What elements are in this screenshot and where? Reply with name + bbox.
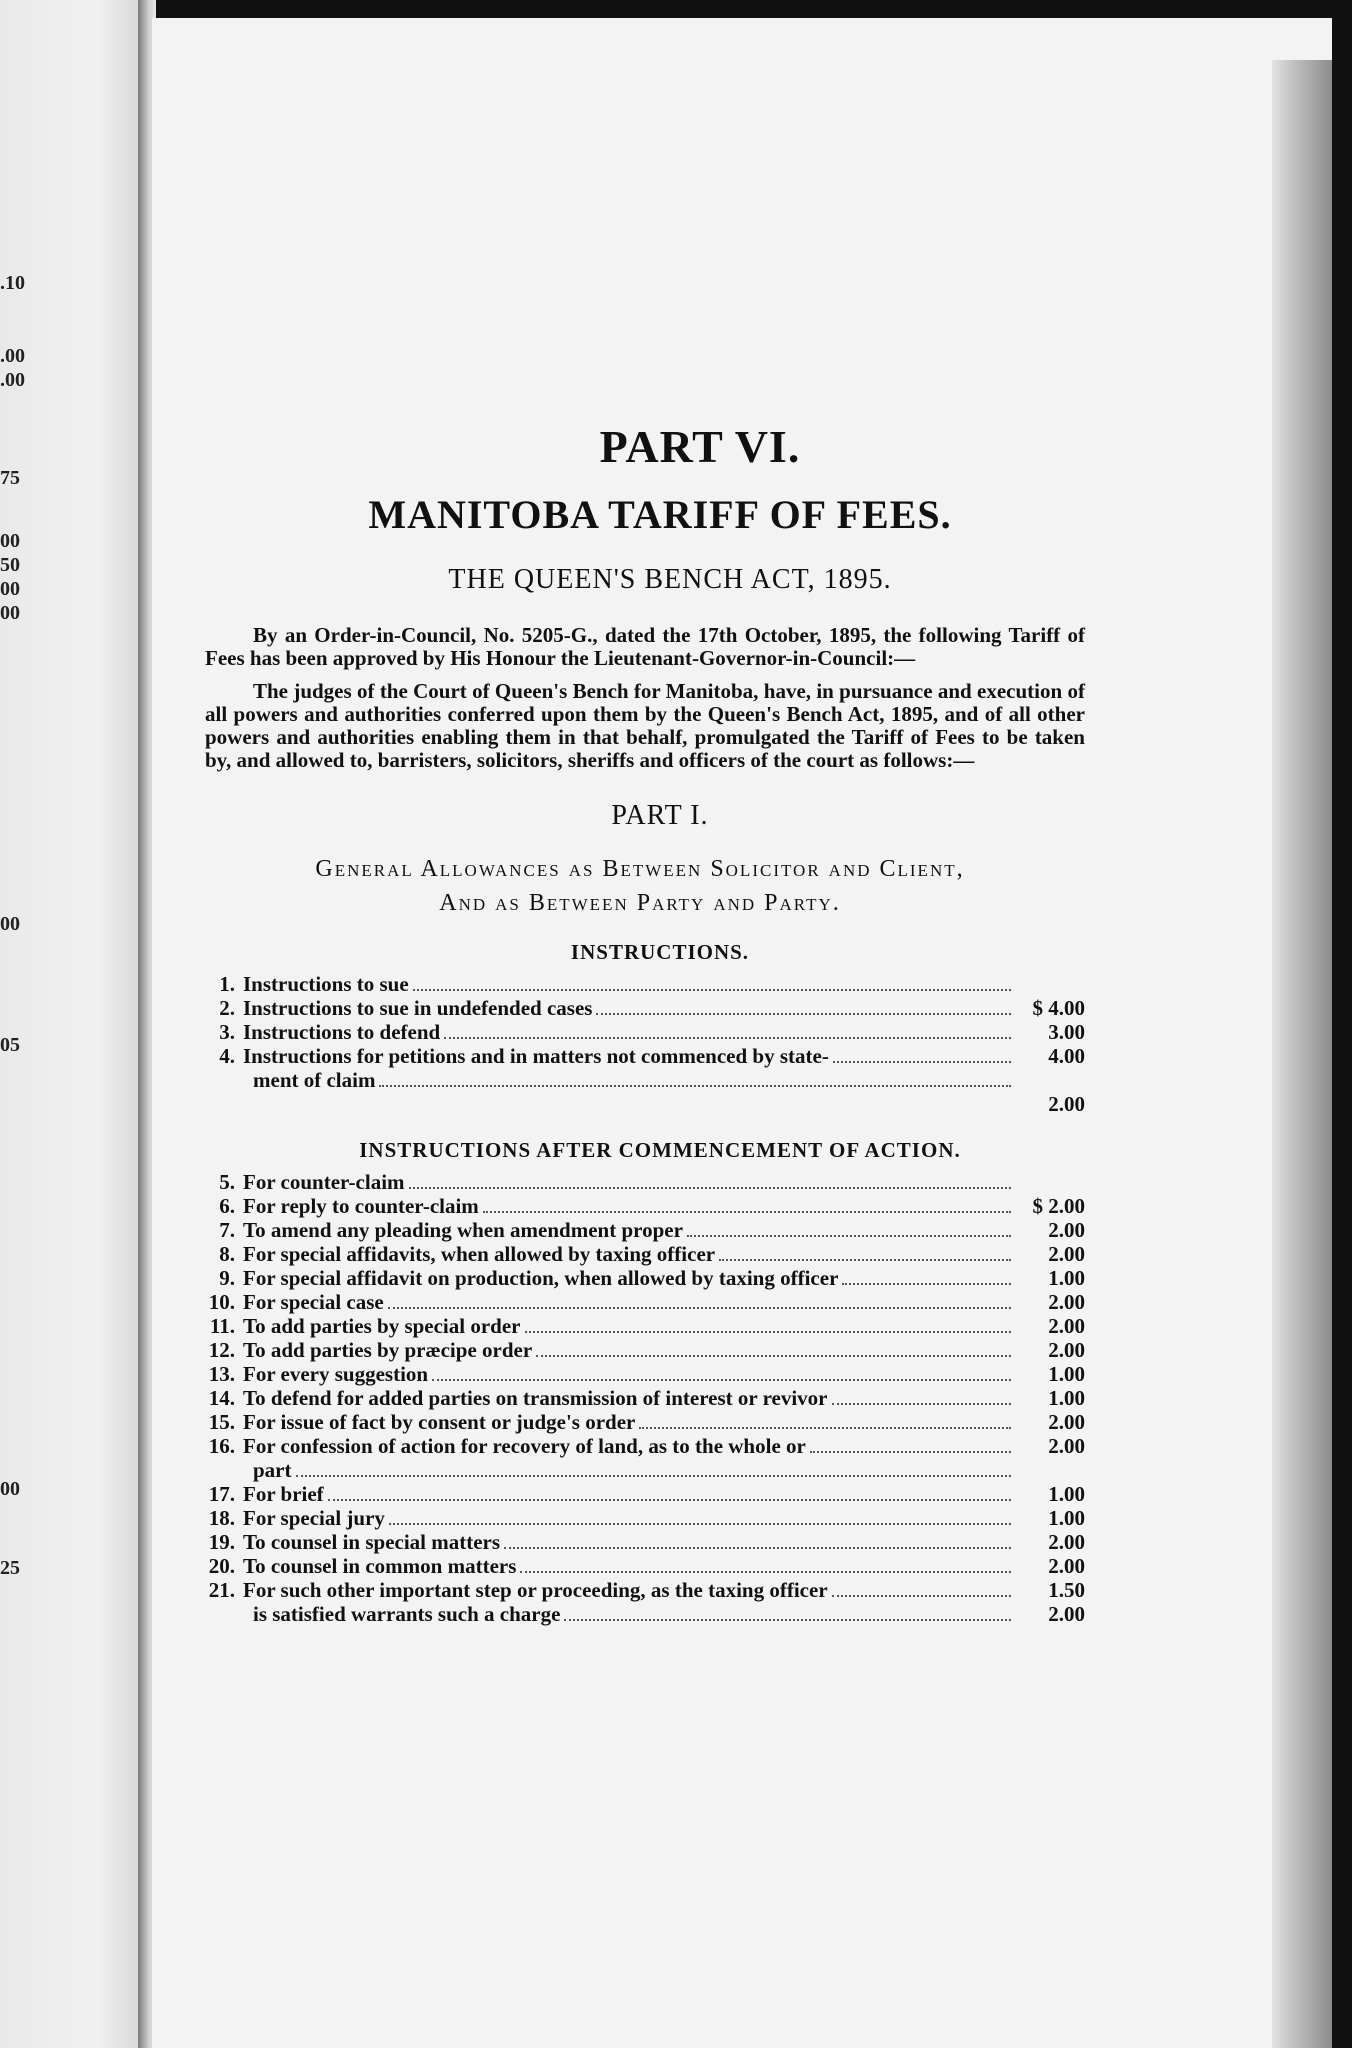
fee-item-label: To add parties by præcipe order [243,1338,533,1362]
fee-item-amount: $ 4.00 [1032,996,1085,1020]
fee-item-label: is satisfied warrants such a charge [253,1602,561,1626]
fee-item [195,1363,1085,1386]
fee-item-number: 16. [208,1434,235,1458]
fee-item [195,1339,1085,1362]
fee-item [195,1243,1085,1266]
fee-item-number: 19. [208,1530,235,1554]
facing-page-number: 00 [0,913,20,935]
fee-item-amount: 2.00 [1048,1554,1085,1578]
fee-item-number: 4. [219,1044,235,1068]
fee-item [195,1411,1085,1434]
facing-page-number: 00 [0,602,20,624]
fee-item-text [243,1507,1015,1530]
facing-page-number: .00 [0,345,25,367]
fee-item-text [243,1435,1015,1458]
fee-item-amount: 2.00 [1048,1092,1085,1116]
dot-leader [409,1187,1011,1189]
fee-item-number: 13. [208,1362,235,1386]
fee-item-amount: 1.50 [1048,1578,1085,1602]
fee-item-label: For reply to counter-claim [243,1194,479,1218]
dot-leader [379,1085,1011,1087]
page-edge [1272,60,1332,2048]
allowances-heading-line1: General Allowances as Between Solicitor and Client, [315,856,965,882]
fee-item-text [243,1483,1015,1506]
fee-item-text [243,973,1015,996]
fee-item-number: 12. [208,1338,235,1362]
facing-page-number: 00 [0,530,20,552]
fee-item [195,1579,1085,1602]
fee-item-number: 9. [219,1266,235,1290]
fee-item [195,1603,1085,1626]
fee-item-text [243,1171,1015,1194]
after-commencement-list [195,1171,1085,1626]
dot-leader [832,1595,1011,1597]
fee-item-text [243,1069,1015,1092]
fee-item [195,1171,1085,1194]
fee-item-label: For issue of fact by consent or judge's order [243,1410,636,1434]
fee-item-text [243,1315,1015,1338]
fee-item [195,1483,1085,1506]
fee-item-text [243,1579,1015,1602]
fee-item [195,1267,1085,1290]
fee-item-number: 11. [209,1314,235,1338]
fee-item-text [243,1363,1015,1386]
fee-item [195,1219,1085,1242]
allowances-heading [195,852,1085,920]
fee-item-label: For confession of action for recovery of land, as to the whole or [243,1434,806,1458]
fee-item-text [243,1195,1015,1218]
dot-leader [444,1037,1011,1039]
fee-item [195,1315,1085,1338]
fee-item-amount: 2.00 [1048,1218,1085,1242]
fee-item-amount: 2.00 [1048,1242,1085,1266]
allowances-heading-line2: And as Between Party and Party. [439,890,841,916]
fee-item-amount: 1.00 [1048,1266,1085,1290]
fee-item-label: To add parties by special order [243,1314,521,1338]
dot-leader [296,1475,1012,1477]
dot-leader [389,1523,1011,1525]
fee-item-amount: 4.00 [1048,1044,1085,1068]
fee-item-label: part [253,1458,292,1482]
fee-item-text [243,997,1015,1020]
fee-item-label: To counsel in common matters [243,1554,517,1578]
fee-item [195,997,1085,1020]
fee-item-number: 10. [208,1290,235,1314]
fee-item-text [243,1411,1015,1434]
fee-item-amount: $ 2.00 [1032,1194,1085,1218]
dot-leader [525,1331,1012,1333]
part-one-heading: PART I. [611,800,709,831]
fee-item-number: 20. [208,1554,235,1578]
fee-item-label: ment of claim [253,1068,376,1092]
fee-item-label: Instructions to sue in undefended cases [243,996,593,1020]
order-paragraph: By an Order-in-Council, No. 5205-G., dated the 17th October, 1895, the following Tariff of Fees has been approved by His Honour the Lieutenant-Governor-in-Council:— [205,623,1085,670]
fee-item-number: 6. [219,1194,235,1218]
fee-item-label: To counsel in special matters [243,1530,501,1554]
main-title: MANITOBA TARIFF OF FEES. [368,492,952,537]
fee-item-amount: 2.00 [1048,1290,1085,1314]
fee-item-label: To defend for added parties on transmission of interest or revivor [243,1386,828,1410]
fee-item-text [243,1021,1015,1044]
fee-item-label: Instructions to defend [243,1020,441,1044]
fee-item-number: 8. [219,1242,235,1266]
dot-leader [832,1403,1011,1405]
dot-leader [687,1235,1011,1237]
fee-item-amount: 1.00 [1048,1482,1085,1506]
dot-leader [536,1355,1011,1357]
fee-item-number: 17. [208,1482,235,1506]
fee-item-text [243,1603,1015,1626]
page-content [195,420,1085,1627]
fee-item-label: For brief [243,1482,324,1506]
fee-item [195,1069,1085,1092]
fee-item-text [243,1531,1015,1554]
facing-page-number: 00 [0,1478,20,1500]
facing-page-number: 00 [0,578,20,600]
fee-item [195,1045,1085,1068]
facing-page-number: .10 [0,272,25,294]
fee-item-number: 5. [219,1170,235,1194]
dot-leader [520,1571,1011,1573]
fee-item-amount: 2.00 [1048,1338,1085,1362]
dot-leader [596,1013,1011,1015]
fee-item-amount: 2.00 [1048,1410,1085,1434]
fee-item-label: Instructions to sue [243,972,409,996]
fee-item-number: 2. [219,996,235,1020]
fee-item [195,1093,1085,1116]
judges-paragraph: The judges of the Court of Queen's Bench for Manitoba, have, in pursuance and execution of all powers and authorities conferred upon them by the Queen's Bench Act, 1895, and of all other powers and authorities enabling them in that behalf, promulgated the Tariff of Fees to be taken by, and allowed to, barristers, solicitors, sheriffs and officers of the court as follows:— [205,679,1085,772]
fee-item-amount: 1.00 [1048,1362,1085,1386]
fee-item [195,1555,1085,1578]
fee-item [195,1459,1085,1482]
fee-item-text [243,1045,1015,1068]
fee-item-text [243,1387,1015,1410]
dot-leader [328,1499,1011,1501]
fee-item-amount: 1.00 [1048,1386,1085,1410]
fee-item [195,1195,1085,1218]
dot-leader [833,1061,1011,1063]
fee-item-label: For every suggestion [243,1362,429,1386]
dot-leader [483,1211,1011,1213]
fee-item-label: For special jury [243,1506,385,1530]
dot-leader [504,1547,1011,1549]
dot-leader [388,1307,1011,1309]
dot-leader [639,1427,1011,1429]
dot-leader [719,1259,1011,1261]
fee-item-amount: 3.00 [1048,1020,1085,1044]
fee-item [195,1291,1085,1314]
fee-item-number: 15. [208,1410,235,1434]
dot-leader [432,1379,1011,1381]
part-title: PART VI. [599,421,801,472]
fee-item-number: 18. [208,1506,235,1530]
fee-item-amount: 2.00 [1048,1314,1085,1338]
fee-item-number: 7. [219,1218,235,1242]
fee-item-amount: 2.00 [1048,1434,1085,1458]
fee-item-text [243,1459,1015,1482]
fee-item-text [243,1267,1015,1290]
facing-page-number: .00 [0,369,25,391]
fee-item [195,973,1085,996]
fee-item-text [243,1243,1015,1266]
fee-item [195,1021,1085,1044]
instructions-heading: INSTRUCTIONS. [570,940,750,964]
facing-page-number: 75 [0,467,20,489]
fee-item-text [243,1219,1015,1242]
fee-item-text [243,1291,1015,1314]
fee-item-text [243,1555,1015,1578]
fee-item-label: For such other important step or proceeding, as the taxing officer [243,1578,828,1602]
fee-item-number: 3. [219,1020,235,1044]
fee-item-number: 14. [208,1386,235,1410]
fee-item-number: 21. [208,1578,235,1602]
fee-item [195,1507,1085,1530]
fee-item [195,1531,1085,1554]
fee-item-label: For special affidavit on production, when allowed by taxing officer [243,1266,839,1290]
fee-item [195,1435,1085,1458]
act-title: THE QUEEN'S BENCH ACT, 1895. [448,564,892,595]
fee-item [195,1387,1085,1410]
facing-page-number: 25 [0,1557,20,1579]
dot-leader [564,1619,1011,1621]
facing-page-number: 05 [0,1034,20,1056]
dot-leader [842,1283,1011,1285]
instructions-list [195,973,1085,1116]
fee-item-label: For special case [243,1290,384,1314]
dot-leader [413,989,1011,991]
fee-item-text [243,1111,1015,1116]
after-commencement-heading: INSTRUCTIONS AFTER COMMENCEMENT OF ACTION. [359,1138,961,1162]
fee-item-number: 1. [219,972,235,996]
fee-item-amount: 1.00 [1048,1506,1085,1530]
dot-leader [810,1451,1011,1453]
fee-item-text [243,1339,1015,1362]
fee-item-label: For counter-claim [243,1170,405,1194]
fee-item-amount: 2.00 [1048,1602,1085,1626]
fee-item-amount: 2.00 [1048,1530,1085,1554]
facing-page-number: 50 [0,554,20,576]
fee-item-label: To amend any pleading when amendment proper [243,1218,683,1242]
facing-page [0,0,140,2048]
fee-item-label: For special affidavits, when allowed by taxing officer [243,1242,716,1266]
fee-item-label: Instructions for petitions and in matters not commenced by state- [243,1044,829,1068]
